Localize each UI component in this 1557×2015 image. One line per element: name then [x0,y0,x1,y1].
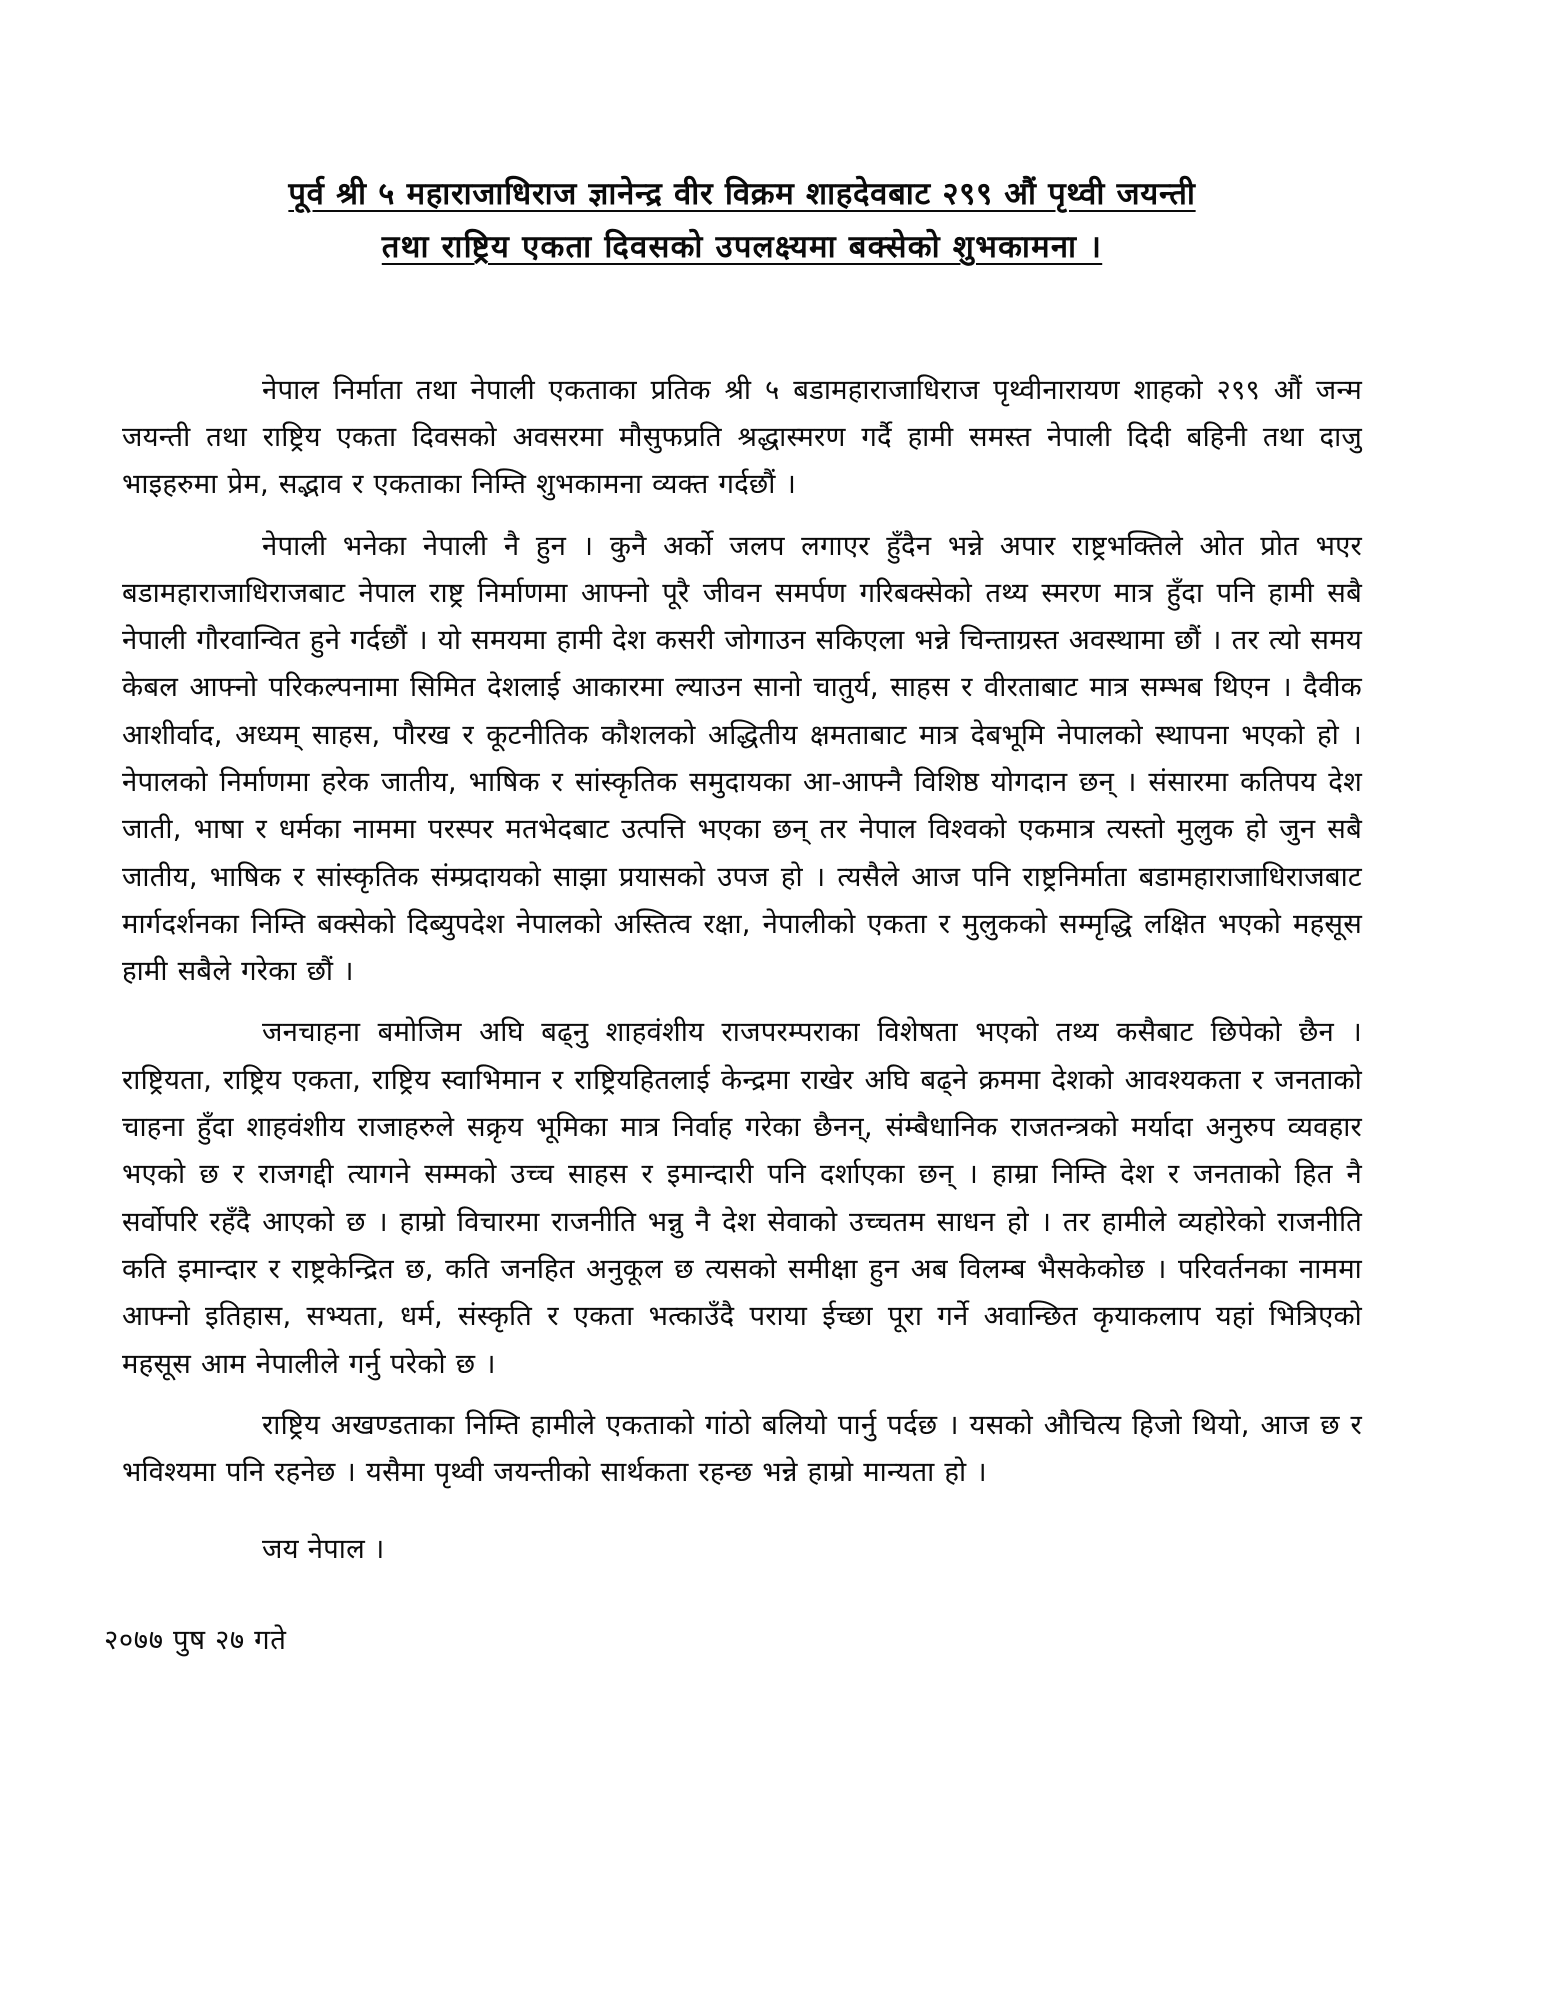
document-body [104,367,1362,1662]
title-line-2: तथा राष्ट्रिय एकता दिवसको उपलक्ष्यमा बक्सेको शुभकामना । [381,229,1103,266]
document-title [122,168,1362,275]
body-paragraph-4: राष्ट्रिय अखण्डताका निम्ति हामीले एकताको गांठो बलियो पार्नु पर्दछ । यसको औचित्य हिजो थियो, आज छ र भविश्यमा पनि रहनेछ । यसैमा पृथ्वी जयन्तीको सार्थकता रहन्छ भन्ने हाम्रो मान्यता हो । [122,1408,1362,1489]
body-paragraph-2: नेपाली भनेका नेपाली नै हुन । कुनै अर्को जलप लगाएर हुँदैन भन्ने अपार राष्ट्रभक्तिले ओत प्रोत भएर बडामहाराजाधिराजबाट नेपाल राष्ट्र निर्माणमा आफ्नो पूरै जीवन समर्पण गरिबक्सेको तथ्य स्मरण मात्र हुँदा पनि हामी सबै नेपाली गौरवान्वित हुने गर्दछौं । यो समयमा हामी देश कसरी जोगाउन सकिएला भन्ने चिन्ताग्रस्त अवस्थामा छौं । तर त्यो समय केबल आफ्नो परिकल्पनामा सिमित देशलाई आकारमा ल्याउन सानो चातुर्य, साहस र वीरताबाट मात्र सम्भब थिएन । दैवीक आशीर्वाद, अध्यम् साहस, पौरख र कूटनीतिक कौशलको अद्धितीय क्षमताबाट मात्र देबभूमि नेपालको स्थापना भएको हो । नेपालको निर्माणमा हरेक जातीय, भाषिक र सांस्कृतिक समुदायका आ-आफ्नै विशिष्ठ योगदान छन् । संसारमा कतिपय देश जाती, भाषा र धर्मका नाममा परस्पर मतभेदबाट उत्पत्ति भएका छन् तर नेपाल विश्वको एकमात्र त्यस्तो मुलुक हो जुन सबै जातीय, भाषिक र सांस्कृतिक संम्प्रदायको साझा प्रयासको उपज हो । त्यसैले आज पनि राष्ट्रनिर्माता बडामहाराजाधिराजबाट मार्गदर्शनका निम्ति बक्सेको दिब्युपदेश नेपालको अस्तित्व रक्षा, नेपालीको एकता र मुलुकको सम्मृद्धि लक्षित भएको महसूस हामी सबैले गरेका छौं । [122,529,1362,988]
document-date: २०७७ पुष २७ गते [104,1623,287,1656]
document-content-column [104,0,1362,2015]
body-paragraph-3: जनचाहना बमोजिम अघि बढ्नु शाहवंशीय राजपरम्पराका विशेषता भएको तथ्य कसैबाट छिपेको छैन । राष्ट्रियता, राष्ट्रिय एकता, राष्ट्रिय स्वाभिमान र राष्ट्रियहितलाई केन्द्रमा राखेर अघि बढ्ने क्रममा देशको आवश्यकता र जनताको चाहना हुँदा शाहवंशीय राजाहरुले सक्रृय भूमिका मात्र निर्वाह गरेका छैनन्, संम्बैधानिक राजतन्त्रको मर्यादा अनुरुप व्यवहार भएको छ र राजगद्दी त्यागने सम्मको उच्च साहस र इमान्दारी पनि दर्शाएका छन् । हाम्रा निम्ति देश र जनताको हित नै सर्वोपरि रहँदै आएको छ । हाम्रो विचारमा राजनीति भन्नु नै देश सेवाको उच्चतम साधन हो । तर हामीले व्यहोरेको राजनीति कति इमान्दार र राष्ट्रकेन्द्रित छ, कति जनहित अनुकूल छ त्यसको समीक्षा हुन अब विलम्ब भैसकेकोछ । परिवर्तनका नाममा आफ्नो इतिहास, सभ्यता, धर्म, संस्कृति र एकता भत्काउँदै पराया ईच्छा पूरा गर्ने अवान्छित कृयाकलाप यहां भित्रिएको महसूस आम नेपालीले गर्नु परेको छ । [122,1016,1362,1380]
title-line-1: पूर्व श्री ५ महाराजाधिराज ज्ञानेन्द्र वीर विक्रम शाहदेवबाट २९९ औं पृथ्वी जयन्ती [288,176,1196,212]
closing-salutation: जय नेपाल । [262,1533,385,1566]
body-paragraph-1: नेपाल निर्माता तथा नेपाली एकताका प्रतिक श्री ५ बडामहाराजाधिराज पृथ्वीनारायण शाहको २९९ औं जन्म जयन्ती तथा राष्ट्रिय एकता दिवसको अवसरमा मौसुफप्रति श्रद्धास्मरण गर्दै हामी समस्त नेपाली दिदी बहिनी तथा दाजु भाइहरुमा प्रेम, सद्भाव र एकताका निम्ति शुभकामना व्यक्त गर्दछौं । [122,373,1362,501]
